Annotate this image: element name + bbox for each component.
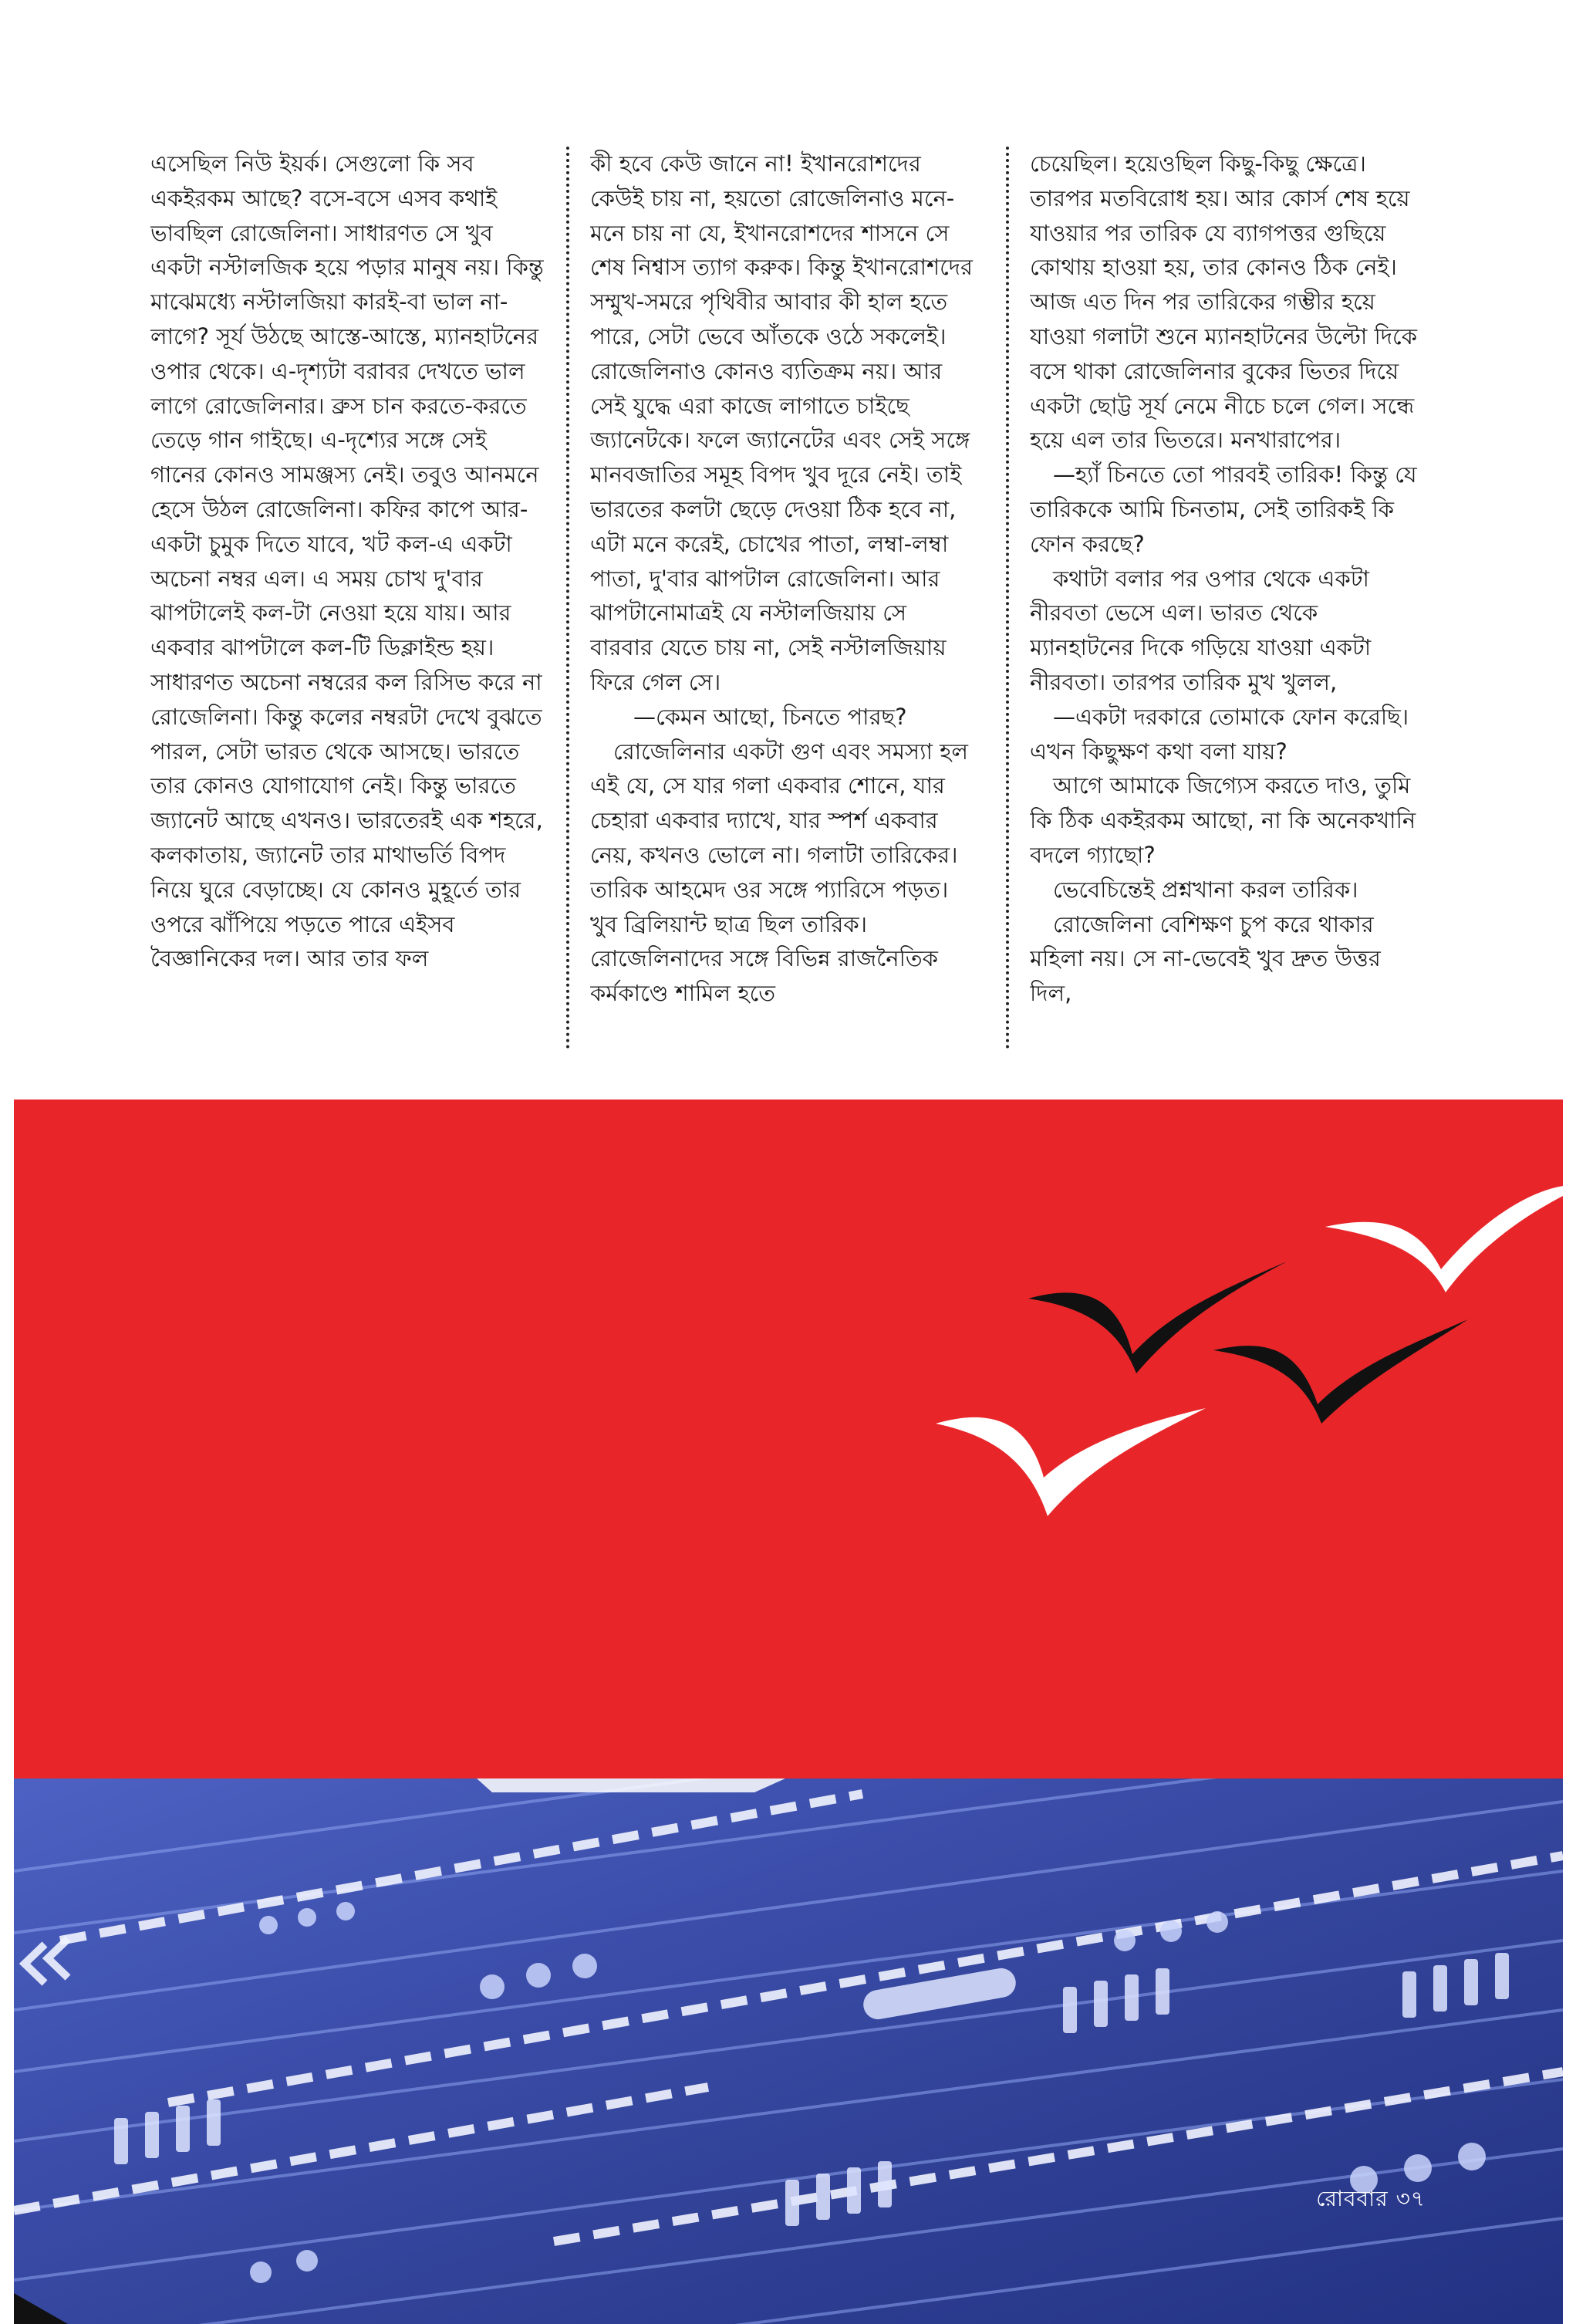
dialogue-line: —হ্যাঁ চিনতে তো পারবই তারিক! কিন্তু যে তারিককে আমি চিনতাম, সেই তারিকই কি ফোন করছে? [1030,461,1417,557]
article-text-area [0,0,1576,1096]
paragraph: চেয়েছিল। হয়েওছিল কিছু-কিছু ক্ষেত্রে। তারপর মতবিরোধ হয়। আর কোর্স শেষ হয়ে যাওয়ার পর তারিক যে ব্যাগপত্তর গুছিয়ে কোথায় হাওয়া হয়, তার কোনও ঠিক নেই। আজ এত দিন পর তারিকের গম্ভীর হয়ে যাওয়া গলাটা শুনে ম্যানহাটনের উল্টো দিকে বসে থাকা রোজেলিনার বুকের ভিতর দিয়ে একটা ছোট্ট সূর্য নেমে নীচে চলে গেল। সন্ধে হয়ে এল তার ভিতরে। মনখারাপের। [1030,150,1417,454]
black-bird-2 [1213,1319,1468,1424]
magazine-name: রোববার [1316,2186,1389,2211]
dialogue-line: —একটা দরকারে তোমাকে ফোন করেছি। এখন কিছুক্ষণ কথা বলা যায়? [1030,703,1409,765]
dialogue-line: —কেমন আছো, চিনতে পারছ? [633,703,907,730]
text-column-1 [150,147,544,1057]
circuit-board-illustration [14,1778,1563,2324]
corner-decoration [14,2293,68,2324]
paragraph: ভেবেচিন্তেই প্রশ্নখানা করল তারিক। [1053,876,1358,903]
paragraph: রোজেলিনার একটা গুণ এবং সমস্যা হল এই যে, সে যার গলা একবার শোনে, যার চেহারা একবার দ্যাখে, যার স্পর্শ একবার নেয়, কখনও ভোলে না। গলাটা তারিকের। তারিক আহমেদ ওর সঙ্গে প্যারিসে পড়ত। খুব ব্রিলিয়ান্ট ছাত্র ছিল তারিক। রোজেলিনাদের সঙ্গে বিভিন্ন রাজনৈতিক কর্মকাণ্ডে শামিল হতে [590,738,968,1007]
white-bird-top [1325,1186,1563,1292]
paragraph: রোজেলিনা বেশিক্ষণ চুপ করে থাকার মহিলা নয়। সে না-ভেবেই খুব দ্রুত উত্তর দিল, [1030,910,1381,1007]
column-divider-2 [1006,147,1009,1049]
circuit-graphic [14,1778,1563,2324]
page-footer [1316,2182,1426,2218]
birds-illustration [14,1100,1563,1778]
column-divider-1 [566,147,569,1049]
text-column-3 [1030,147,1423,1057]
paragraph: কথাটা বলার পর ওপার থেকে একটা নীরবতা ভেসে এল। ভারত থেকে ম্যানহাটনের দিকে গড়িয়ে যাওয়া একটা নীরবতা। তারপর তারিক মুখ খুলল, [1030,565,1372,695]
text-column-2 [590,147,976,1057]
page-number: ৩৭ [1395,2186,1426,2211]
paragraph: এসেছিল নিউ ইয়র্ক। সেগুলো কি সব একইরকম আছে? বসে-বসে এসব কথাই ভাবছিল রোজেলিনা। সাধারণত সে খুব একটা নস্টালজিক হয়ে পড়ার মানুষ নয়। কিন্তু মাঝেমধ্যে নস্টালজিয়া কারই-বা ভাল না-লাগে? সূর্য উঠছে আস্তে-আস্তে, ম্যানহাটনের ওপার থেকে। এ-দৃশ্যটা বরাবর দেখতে ভাল লাগে রোজেলিনার। ব্রুস চান করতে-করতে তেড়ে গান গাইছে। এ-দৃশ্যের সঙ্গে সেই গানের কোনও সামঞ্জস্য নেই। তবুও আনমনে হেসে উঠল রোজেলিনা। কফির কাপে আর-একটা চুমুক দিতে যাবে, খট কল-এ একটা অচেনা নম্বর এল। এ সময় চোখ দু'বার ঝাপটালেই কল-টা নেওয়া হয়ে যায়। আর একবার ঝাপটালে কল-টি ডিক্লাইন্ড হয়। সাধারণত অচেনা নম্বরের কল রিসিভ করে না রোজেলিনা। কিন্তু কলের নম্বরটা দেখে বুঝতে পারল, সেটা ভারত থেকে আসছে। ভারতে তার কোনও যোগাযোগ নেই। কিন্তু ভারতে জ্যানেট আছে এখনও। ভারতেরই এক শহরে, কলকাতায়, জ্যানেট তার মাথাভর্তি বিপদ নিয়ে ঘুরে বেড়াচ্ছে। যে কোনও মুহূর্তে তার ওপরে ঝাঁপিয়ে পড়তে পারে এইসব বৈজ্ঞানিকের দল। আর তার ফল [150,150,544,972]
red-illustration-band [14,1100,1563,1778]
white-bird-bottom [936,1408,1206,1516]
paragraph: আগে আমাকে জিগ্যেস করতে দাও, তুমি কি ঠিক একইরকম আছো, না কি অনেকখানি বদলে গ্যাছো? [1030,772,1416,868]
paragraph: কী হবে কেউ জানে না! ইখানরোশদের কেউই চায় না, হয়তো রোজেলিনাও মনে-মনে চায় না যে, ইখানরোশদের শাসনে সে শেষ নিশ্বাস ত্যাগ করুক। কিন্তু ইখানরোশদের সম্মুখ-সমরে পৃথিবীর আবার কী হাল হতে পারে, সেটা ভেবে আঁতকে ওঠে সকলেই। রোজেলিনাও কোনও ব্যতিক্রম নয়। আর সেই যুদ্ধে এরা কাজে লাগাতে চাইছে জ্যানেটকে। ফলে জ্যানেটের এবং সেই সঙ্গে মানবজাতির সমূহ বিপদ খুব দূরে নেই। তাই ভারতের কলটা ছেড়ে দেওয়া ঠিক হবে না, এটা মনে করেই, চোখের পাতা, লম্বা-লম্বা পাতা, দু'বার ঝাপটাল রোজেলিনা। আর ঝাপটানোমাত্রই যে নস্টালজিয়ায় সে বারবার যেতে চায় না, সেই নস্টালজিয়ায় ফিরে গেল সে। [590,150,973,695]
